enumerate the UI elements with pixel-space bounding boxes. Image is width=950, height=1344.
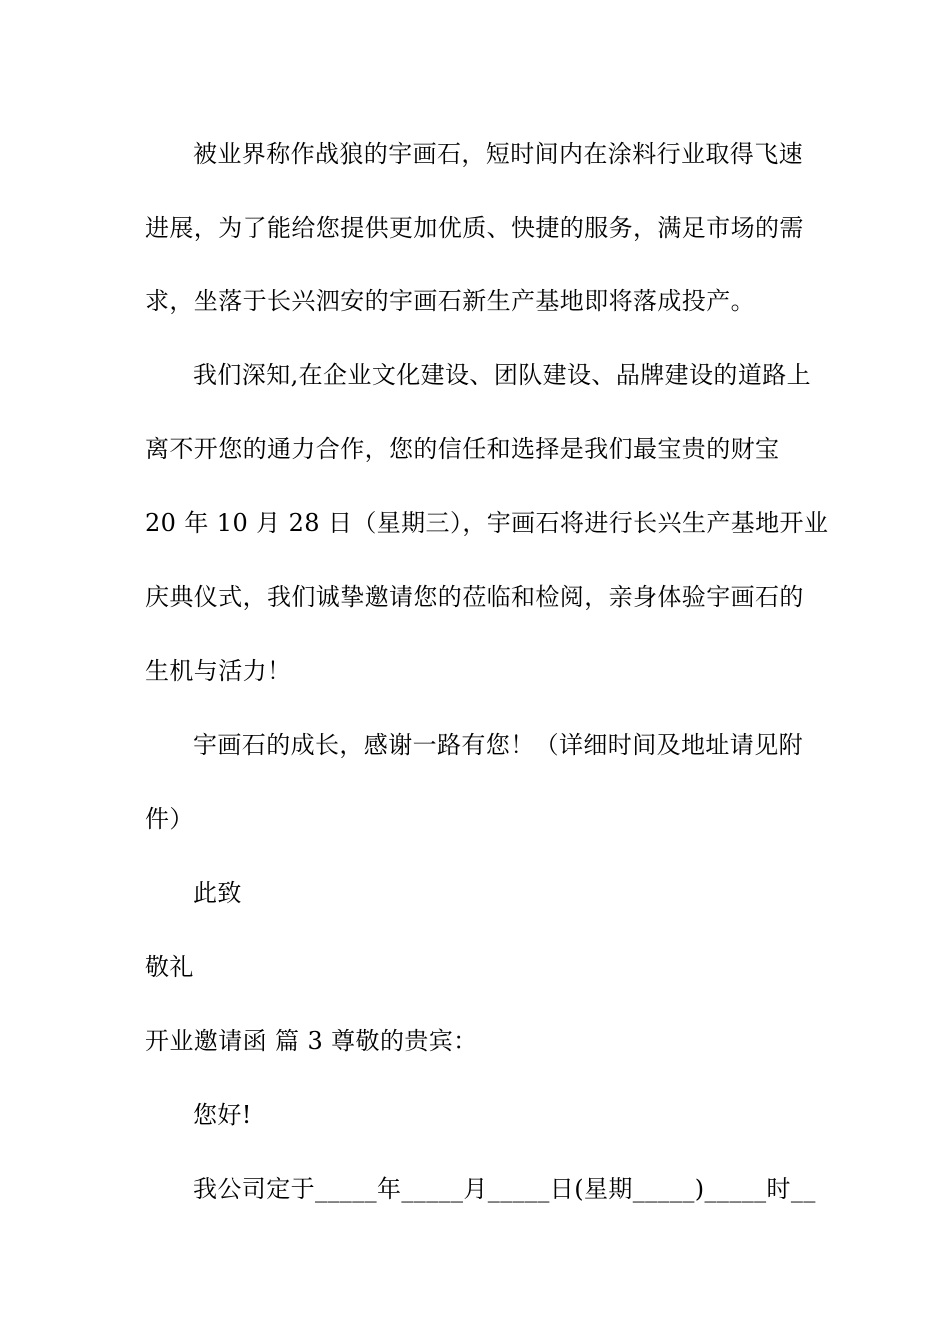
paragraph-line: 我公司定于_____年_____月_____日(星期_____)_____时__ bbox=[193, 1175, 816, 1203]
paragraph-line: 生机与活力！ bbox=[145, 657, 292, 685]
paragraph-line: 我们深知,在企业文化建设、团队建设、品牌建设的道路上 bbox=[193, 361, 812, 389]
closing-line: 敬礼 bbox=[145, 953, 194, 981]
paragraph-line: 被业界称作战狼的宇画石，短时间内在涂料行业取得飞速 bbox=[193, 140, 803, 168]
closing-line: 此致 bbox=[193, 879, 242, 907]
paragraph-line: 庆典仪式，我们诚挚邀请您的莅临和检阅，亲身体验宇画石的 bbox=[145, 583, 804, 611]
paragraph-line: 求，坐落于长兴泗安的宇画石新生产基地即将落成投产。 bbox=[145, 287, 755, 315]
greeting-line: 您好! bbox=[193, 1101, 252, 1129]
paragraph-line: 宇画石的成长，感谢一路有您！（详细时间及地址请见附 bbox=[193, 731, 803, 759]
paragraph-line: 离不开您的通力合作，您的信任和选择是我们最宝贵的财宝 bbox=[145, 435, 780, 463]
section-heading: 开业邀请函 篇 3 尊敬的贵宾： bbox=[145, 1027, 478, 1055]
paragraph-line: 进展，为了能给您提供更加优质、快捷的服务，满足市场的需 bbox=[145, 214, 804, 242]
paragraph-line: 20 年 10 月 28 日（星期三），宇画石将进行长兴生产基地开业 bbox=[145, 509, 829, 537]
paragraph-line: 件） bbox=[145, 805, 194, 833]
